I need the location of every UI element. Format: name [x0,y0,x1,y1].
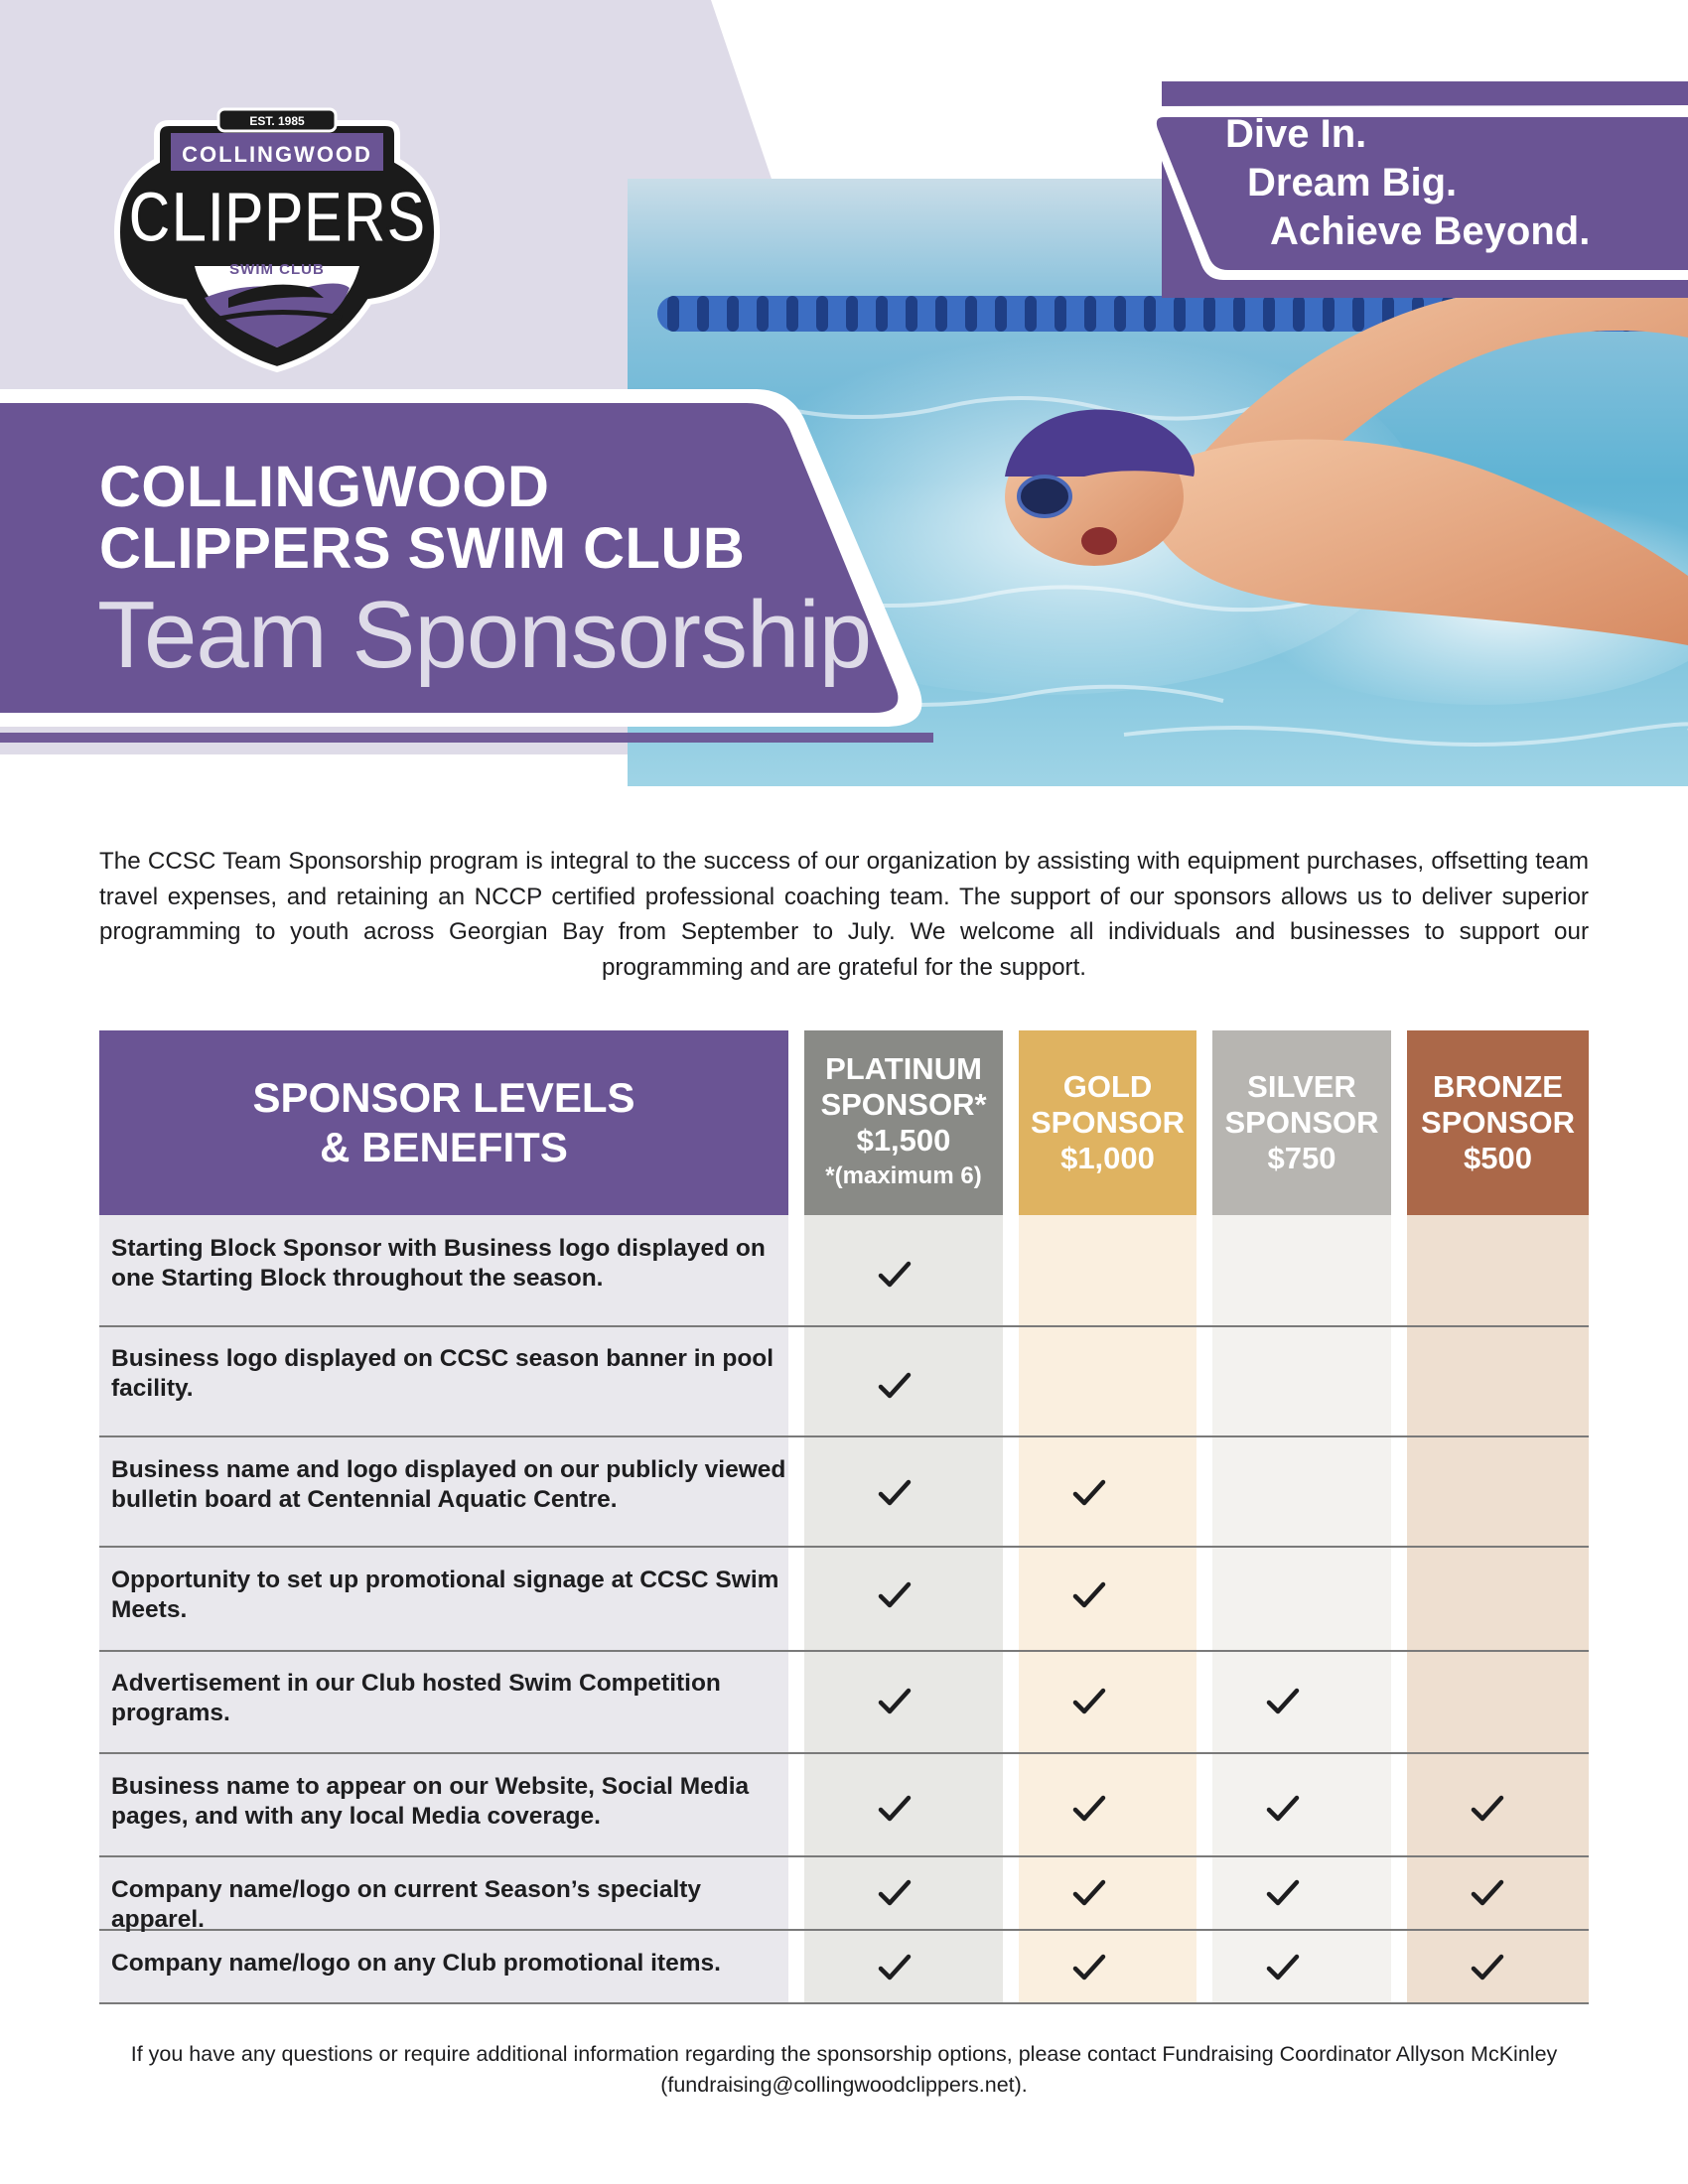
platinum-name-2: SPONSOR* [820,1087,987,1122]
benefit-text: Opportunity to set up promotional signage at CCSC Swim Meets. [111,1567,779,1623]
check-icon-silver [1266,1794,1300,1824]
table-main-header [99,1030,788,1215]
check-icon-platinum [878,1371,912,1401]
logo-top-text: COLLINGWOOD [182,142,372,167]
row-divider [99,1435,1589,1437]
row-divider [99,2002,1589,2004]
logo-sub-text: SWIM CLUB [229,261,325,278]
check-icon-silver [1266,1953,1300,1982]
club-logo [99,103,455,373]
footer-contact [99,2039,1589,2101]
check-icon-bronze [1471,1794,1504,1824]
check-icon-gold [1072,1878,1106,1908]
check-icon-platinum [878,1878,912,1908]
title-line-2: CLIPPERS SWIM CLUB [99,516,746,581]
check-icon-platinum [878,1580,912,1610]
check-icon-silver [1266,1878,1300,1908]
check-icon-gold [1072,1794,1106,1824]
table-header-line-1: SPONSOR LEVELS [252,1074,635,1121]
footer-line-2: (fundraising@collingwoodclippers.net). [660,2073,1028,2097]
benefit-text: Business name to appear on our Website, Social Media pages, and with any local Media coverage. [111,1773,750,1830]
footer-line-1: If you have any questions or require additional information regarding the sponsorship options, please contact Fundraising Coordinator Allyson McKinley [130,2042,1558,2066]
tagline-line-3: Achieve Beyond. [1270,209,1591,253]
bronze-price: $500 [1464,1141,1532,1175]
silver-header [1212,1030,1391,1215]
gold-name-1: GOLD [1062,1069,1153,1104]
row-divider [99,1752,1589,1754]
benefit-text: Business logo displayed on CCSC season banner in pool facility. [111,1345,774,1402]
check-icon-bronze [1471,1953,1504,1982]
silver-column [1212,1215,1391,2003]
gold-price: $1,000 [1060,1141,1155,1175]
silver-name-1: SILVER [1247,1069,1356,1104]
title-line-1: COLLINGWOOD [99,455,550,519]
title-line-3: Team Sponsorship [97,582,872,688]
tagline-line-2: Dream Big. [1247,161,1458,205]
bronze-name-2: SPONSOR [1420,1105,1576,1140]
row-divider [99,1650,1589,1652]
row-divider [99,1325,1589,1327]
benefit-text: Starting Block Sponsor with Business logo displayed on one Starting Block throughout the season. [111,1235,766,1292]
benefit-text: Company name/logo on any Club promotional items. [111,1950,721,1977]
platinum-header [804,1030,1003,1215]
check-icon-gold [1072,1687,1106,1716]
benefit-text: Company name/logo on current Season’s specialty apparel. [111,1876,702,1933]
benefit-text: Business name and logo displayed on our publicly viewed bulletin board at Centennial Aquatic Centre. [111,1456,786,1513]
gold-name-2: SPONSOR [1030,1105,1186,1140]
intro-paragraph: The CCSC Team Sponsorship program is integral to the success of our organization by assisting with equipment purchases, offsetting team travel expenses, and retaining an NCCP certified professional coaching team. The support of our sponsors allows us to deliver superior programming to youth across Georgian Bay from September to July. We welcome all individuals and businesses to support our programming and are grateful for the support. [99,848,1589,981]
row-divider [99,1546,1589,1548]
platinum-price: $1,500 [856,1123,951,1158]
platinum-note: *(maximum 6) [825,1162,982,1189]
check-icon-platinum [878,1953,912,1982]
silver-price: $750 [1267,1141,1336,1175]
silver-name-2: SPONSOR [1224,1105,1379,1140]
check-icon-platinum [878,1260,912,1290]
check-icon-gold [1072,1953,1106,1982]
check-icon-gold [1072,1580,1106,1610]
benefit-text: Advertisement in our Club hosted Swim Competition programs. [111,1670,721,1726]
logo-est-text: EST. 1985 [249,114,305,128]
bronze-header [1407,1030,1589,1215]
platinum-name-1: PLATINUM [825,1051,982,1086]
table-header-line-2: & BENEFITS [320,1124,568,1170]
gold-column [1019,1215,1196,2003]
check-icon-platinum [878,1478,912,1508]
check-icon-gold [1072,1478,1106,1508]
bronze-name-1: BRONZE [1433,1069,1563,1104]
row-divider [99,1855,1589,1857]
check-icon-silver [1266,1687,1300,1716]
check-icon-platinum [878,1687,912,1716]
gold-header [1019,1030,1196,1215]
tagline-line-1: Dive In. [1225,112,1367,156]
check-icon-platinum [878,1794,912,1824]
logo-main-text: CLIPPERS [128,176,426,258]
check-icon-bronze [1471,1878,1504,1908]
